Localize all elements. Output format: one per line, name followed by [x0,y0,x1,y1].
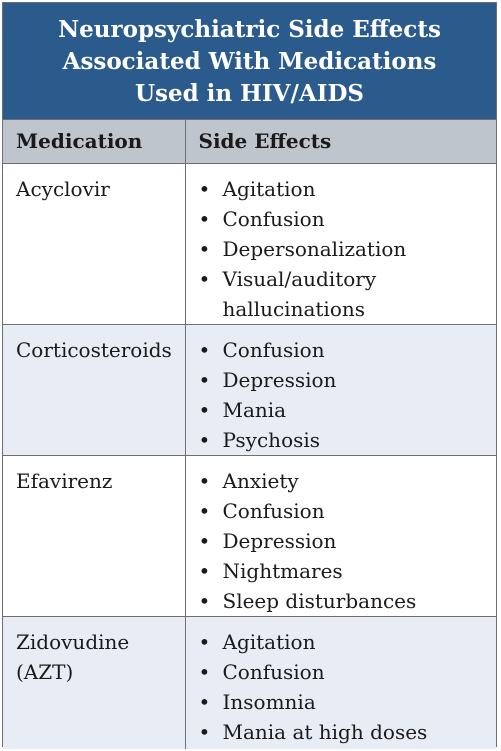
medication-name: Corticosteroids [16,337,172,362]
effects-list [199,174,493,324]
list-item: • Depression [199,365,493,395]
medication-abbreviation: (AZT) [16,659,74,684]
table-title [3,3,496,120]
effects-list [199,627,493,747]
table-row [3,163,496,324]
list-item: • Confusion [199,335,493,365]
list-item: • Confusion [199,657,493,687]
table-row [3,616,496,749]
effects-cell [185,163,496,324]
table-title-line-1: Neuropsychiatric Side Effects [58,16,441,43]
header-medication: Medication [3,120,185,163]
side-effects-table [3,120,496,749]
medication-cell [3,616,185,749]
medication-name: Efavirenz [16,468,113,493]
list-item: • Insomnia [199,687,493,717]
medication-cell [3,455,185,616]
table-title-line-2: Associated With Medications [62,48,437,75]
list-item: • Agitation [199,174,493,204]
list-item: • Anxiety [199,466,493,496]
list-item: • Depression [199,526,493,556]
effects-cell [185,324,496,455]
effects-cell [185,616,496,749]
list-item: • Mania at high doses [199,717,493,747]
list-item: • Confusion [199,496,493,526]
list-item: • Agitation [199,627,493,657]
table-title-line-3: Used in HIV/AIDS [134,80,365,107]
list-item: • Depersonalization [199,234,493,264]
effects-cell [185,455,496,616]
side-effects-table-frame [2,2,497,747]
medication-name: Acyclovir [16,176,110,201]
list-item: • Confusion [199,204,493,234]
table-row [3,324,496,455]
header-row [3,120,496,163]
list-item: • Sleep disturbances [199,586,493,616]
list-item: • Nightmares [199,556,493,586]
effects-list [199,466,493,616]
effects-list [199,335,493,455]
list-item: • Psychosis [199,425,493,455]
table-row [3,455,496,616]
medication-cell [3,324,185,455]
list-item: • Visual/auditory hallucinations [199,264,493,324]
medication-name: Zidovudine [16,629,130,654]
header-side-effects: Side Effects [185,120,496,163]
medication-cell [3,163,185,324]
list-item: • Mania [199,395,493,425]
